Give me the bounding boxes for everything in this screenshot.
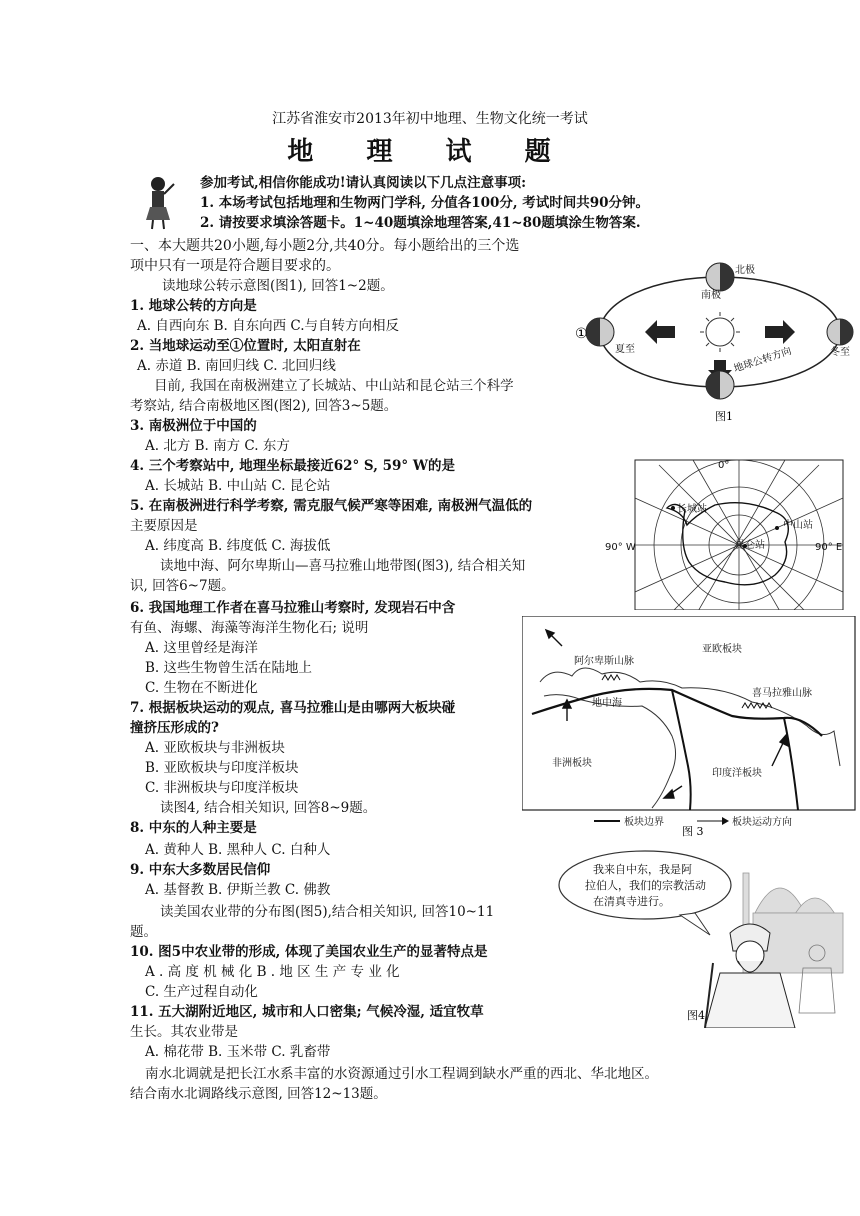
notice-intro: 参加考试,相信你能成功!请认真阅读以下几点注意事项: [200,175,527,191]
fig2-label-90e: 90° E [815,542,843,553]
fig1-label-south: 南极 [701,290,721,301]
read-fig2-2: 考察站, 结合南极地区图(图2), 回答3~5题。 [130,398,398,414]
place-alps: 阿尔卑斯山脉 [574,656,634,667]
q5-options: A. 纬度高 B. 纬度低 C. 海拔低 [145,538,331,554]
read-fig5-1: 读美国农业带的分布图(图5),结合相关知识, 回答10~11 [160,904,495,920]
earth-right [827,319,853,345]
q5-stem: 5. 在南极洲进行科学考察, 需克服气候严寒等困难, 南极洲气温低的 [130,498,533,514]
q2-options: A. 赤道 B. 南回归线 C. 北回归线 [137,358,336,374]
q4-stem: 4. 三个考察站中, 地理坐标最接近62° S, 59° W的是 [130,458,455,474]
earth-bottom [706,371,734,399]
place-himalaya: 喜马拉雅山脉 [752,688,812,699]
q7-option-b: B. 亚欧板块与印度洋板块 [145,760,299,776]
read-route-1: 南水北调就是把长江水系丰富的水资源通过引水工程调到缺水严重的西北、华北地区。 [145,1066,658,1082]
q7-stem: 7. 根据板块运动的观点, 喜马拉雅山是由哪两大板块碰 [130,700,456,716]
station-zhongshan: 中山站 [783,520,813,531]
read-fig5-2: 题。 [130,924,157,940]
speech-line-1: 我来自中东，我是阿 [593,863,692,876]
q7-option-c: C. 非洲板块与印度洋板块 [145,780,299,796]
fig1-orbit-text: 地球公转方向 [732,345,793,375]
q2-stem: 2. 当地球运动至①位置时, 太阳直射在 [130,338,361,354]
legend-plate-motion: 板块运动方向 [732,817,792,828]
section-heading-2: 项中只有一项是符合题目要求的。 [130,258,340,274]
fig1-caption: 图1 [715,410,733,423]
figure-4-middle-east-illustration [555,843,855,1028]
q11-stem-2: 生长。其农业带是 [130,1024,238,1040]
section-heading-1: 一、本大题共20小题,每小题2分,共40分。每小题给出的三个选 [130,238,520,254]
figure-3-plates-map [522,616,857,838]
q11-options: A. 棉花带 B. 玉米带 C. 乳畜带 [145,1044,331,1060]
fig4-caption: 图4 [687,1009,705,1022]
fig2-label-90w: 90° W [605,542,636,553]
station-kunlun: 昆仑站 [735,540,765,551]
fig3-caption: 图 3 [682,825,704,838]
read-fig4: 读图4, 结合相关知识, 回答8~9题。 [160,800,377,816]
place-mediterranean: 地中海 [592,698,622,709]
q9-options: A. 基督教 B. 伊斯兰教 C. 佛教 [145,882,331,898]
read-fig3-2: 识, 回答6~7题。 [130,578,235,594]
q4-options: A. 长城站 B. 中山站 C. 昆仑站 [145,478,331,494]
student-girl-icon [140,174,180,230]
fig1-marker: ① [575,326,588,342]
q1-options: A. 自西向东 B. 自东向西 C.与自转方向相反 [137,318,400,334]
q6-stem-2: 有鱼、海螺、海藻等海洋生物化石; 说明 [130,620,369,636]
read-fig1: 读地球公转示意图(图1), 回答1~2题。 [162,278,394,294]
subject-title: 地 理 试 题 [287,137,573,167]
read-route-2: 结合南水北调路线示意图, 回答12~13题。 [130,1086,387,1102]
station-changcheng: 长城站 [677,504,707,515]
q1-stem: 1. 地球公转的方向是 [130,298,257,314]
speech-line-2: 拉伯人，我们的宗教活动 [585,879,706,892]
earth-top [706,263,734,291]
speech-line-3: 在清真寺进行。 [593,895,670,908]
figure-1-earth-revolution [575,260,855,425]
q9-stem: 9. 中东大多数居民信仰 [130,862,271,878]
q7-option-a: A. 亚欧板块与非洲板块 [145,740,285,756]
plate-africa: 非洲板块 [552,758,592,769]
q6-option-b: B. 这些生物曾生活在陆地上 [145,660,313,676]
q10-stem: 10. 图5中农业带的形成, 体现了美国农业生产的显著特点是 [130,944,488,960]
q6-option-c: C. 生物在不断进化 [145,680,258,696]
notice-item-2: 2. 请按要求填涂答题卡。1~40题填涂地理答案,41~80题填涂生物答案. [200,215,641,231]
q3-stem: 3. 南极洲位于中国的 [130,418,257,434]
read-fig3-1: 读地中海、阿尔卑斯山—喜马拉雅山地带图(图3), 结合相关知 [160,558,526,574]
earth-left [586,318,614,346]
q8-options: A. 黄种人 B. 黑种人 C. 白种人 [145,842,331,858]
fig1-label-north: 北极 [735,265,755,276]
legend-plate-boundary: 板块边界 [624,817,664,828]
plate-eurasia: 亚欧板块 [702,644,742,655]
notice-item-1: 1. 本场考试包括地理和生物两门学科, 分值各100分, 考试时间共90分钟。 [200,195,650,211]
q5-stem-2: 主要原因是 [130,518,198,534]
q11-stem: 11. 五大湖附近地区, 城市和人口密集; 气候冷湿, 适宜牧草 [130,1004,484,1020]
plate-indian: 印度洋板块 [712,768,762,779]
q7-stem-2: 撞挤压形成的? [130,720,219,736]
q8-stem: 8. 中东的人种主要是 [130,820,257,836]
read-fig2-1: 目前, 我国在南极洲建立了长城站、中山站和昆仑站三个科学 [154,378,514,394]
q6-option-a: A. 这里曾经是海洋 [145,640,258,656]
q6-stem: 6. 我国地理工作者在喜马拉雅山考察时, 发现岩石中含 [130,600,456,616]
fig2-label-0: 0° [718,460,730,471]
q10-option-c: C. 生产过程自动化 [145,984,258,1000]
q10-options-ab: A . 高 度 机 械 化 B . 地 区 生 产 专 业 化 [145,964,400,980]
q3-options: A. 北方 B. 南方 C. 东方 [145,438,290,454]
fig1-label-summer: 夏至 [615,344,635,355]
exam-title: 江苏省淮安市2013年初中地理、生物文化统一考试 [272,111,588,127]
fig1-label-winter: 冬至 [830,347,850,358]
figure-2-antarctica-map [605,450,850,610]
